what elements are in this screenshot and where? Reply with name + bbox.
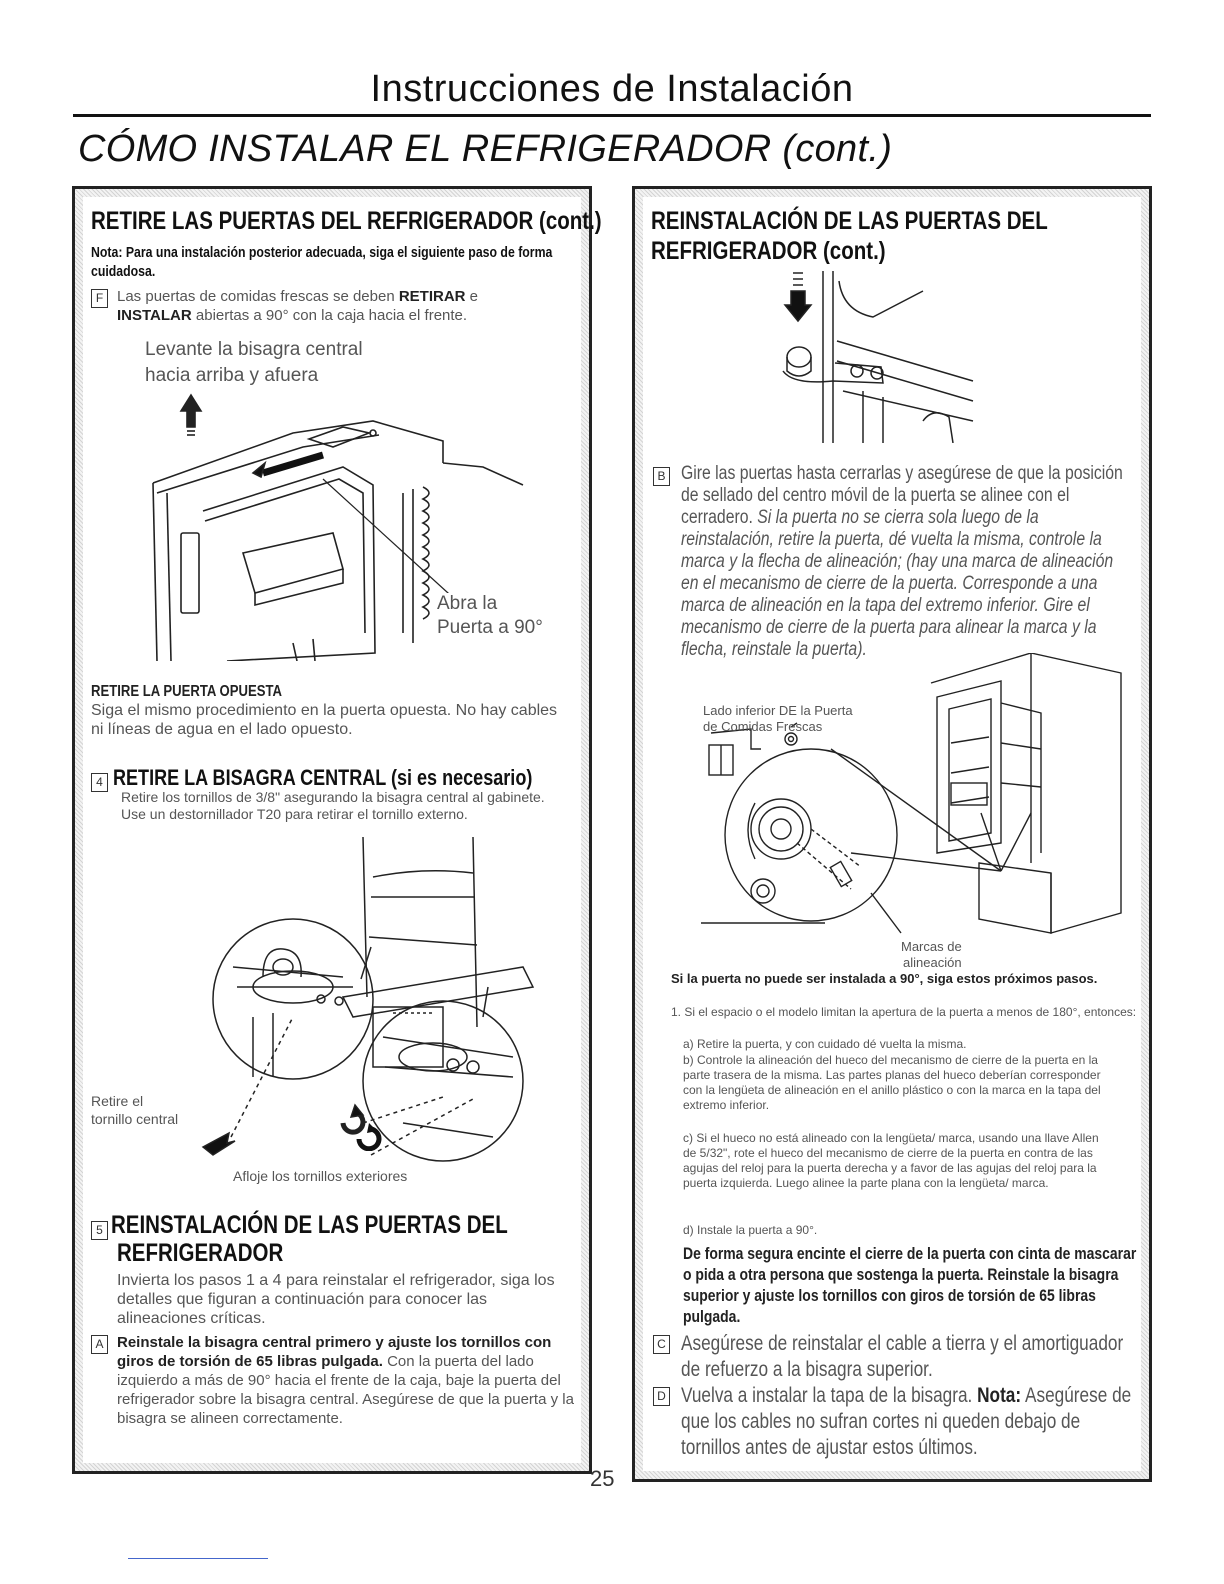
left-panel-content — [83, 197, 602, 1463]
step-a-rest: Con la puerta del lado izquierdo a más de 90° hacia el frente de la caja, baje la puerta del refrigerador sobre la bisagra central. Asegúrese de que la puerta y la bisagra se alineen correctamente. — [117, 1353, 574, 1427]
alignment-marks-label-line1: Marcas de — [901, 939, 962, 954]
list-item-c: c) Si el hueco no está alineado con la lengüeta/ marca, usando una llave Allen de 5/32", rote el hueco del mecanismo de cierre de la puerta en contra de las agujas del reloj para la puerta derecha y a favor de las agujas del reloj para la puerta izquierda. Luego alinee la parte plana con la lengüeta/ marca. — [683, 1131, 1099, 1190]
step-a-bold: Reinstale la bisagra central primero y ajuste los tornillos con giros de torsión de 65 libras pulgada. — [117, 1334, 552, 1370]
step-c-text: Asegúrese de reinstalar el cable a tierra y el amortiguador de refuerzo a la bisagra superior. — [681, 1332, 1124, 1381]
step-c-box: C — [653, 1335, 670, 1354]
step-b-text-main: Gire las puertas hasta cerrarlas y asegúrese de que la posición de sellado del centro móvil de la puerta se alinee con el cerradero. — [681, 463, 1123, 528]
step-4-title: RETIRE LA BISAGRA CENTRAL (si es necesario) — [113, 765, 533, 790]
list-item-d: d) Instale la puerta a 90°. — [683, 1223, 818, 1237]
note-text: Nota: Para una instalación posterior adecuada, siga el siguiente paso de forma cuidadosa. — [91, 244, 553, 280]
step-d-text-b: Asegúrese de que los cables no sufran cortes ni queden debajo de tornillos antes de ajustar estos últimos. — [681, 1384, 1132, 1459]
secure-door-instruction: De forma segura encinte el cierre de la puerta con cinta de mascarar o pida a otra persona que sostenga la puerta. Reinstale la bisagra superior y ajuste los tornillos con giros de torsión de 65 libras pulgada. — [683, 1244, 1137, 1326]
step-f-text-b: e — [465, 288, 479, 305]
lift-label-line1: Levante la bisagra central — [145, 339, 363, 360]
header-rule — [73, 114, 1151, 117]
left-heading: RETIRE LAS PUERTAS DEL REFRIGERADOR (cont.) — [91, 207, 602, 235]
step-4-text: Retire los tornillos de 3/8" asegurando la bisagra central al gabinete. Use un destornillador T20 para retirar el tornillo externo. — [121, 789, 545, 822]
list-item-a: a) Retire la puerta, y con cuidado dé vuelta la misma. — [683, 1037, 967, 1051]
step-5-title-line2: REFRIGERADOR — [117, 1239, 284, 1267]
left-instruction-panel — [72, 186, 602, 1474]
remove-center-screw-label-line2: tornillo central — [91, 1111, 179, 1127]
if-90-title: Si la puerta no puede ser instalada a 90°, siga estos próximos pasos. — [671, 971, 1098, 986]
page-number: 25 — [590, 1466, 615, 1491]
rotate-icon — [349, 1121, 389, 1151]
step-f-text-c: abiertas a 90° con la caja hacia el frente. — [191, 307, 468, 324]
fresh-food-door-label-line2: de Comidas Frescas — [703, 719, 823, 734]
center-hinge-illustration — [143, 837, 563, 1167]
step-f-bold-retirar: RETIRAR — [398, 288, 466, 305]
page-header-title: Instrucciones de Instalación — [370, 68, 854, 110]
step-4-box: 4 — [91, 773, 108, 792]
step-d-box: D — [653, 1387, 670, 1406]
step-f-box: F — [91, 289, 108, 308]
right-panel-content — [643, 197, 1141, 1471]
step-5-text: Invierta los pasos 1 a 4 para reinstalar el refrigerador, siga los detalles que figuran a continuación para conocer las alineaciones críticas. — [117, 1272, 555, 1327]
fresh-food-door-label-line1: Lado inferior DE la Puerta — [703, 703, 853, 718]
step-b-text-italic: Si la puerta no se cierra sola luego de la reinstalación, retire la puerta, dé vuelta la misma, controle la marca y la flecha de alineación; (hay una marca de alineación en el mecanismo de cierre de la puerta. Corresponde a una marca de alineación en la tapa del extremo inferior. Gire el mecanismo de cierre de la puerta para alinear la marca y la flecha, reinstale la puerta). — [681, 507, 1114, 660]
open-door-label-line2: Puerta a 90° — [437, 617, 543, 638]
step-d-text-a: Vuelva a instalar la tapa de la bisagra. — [681, 1384, 978, 1407]
opposite-door-text: Siga el mismo procedimiento en la puerta opuesta. No hay cables ni líneas de agua en el lado opuesto. — [91, 702, 558, 738]
step-b-text — [681, 463, 1129, 661]
alignment-marks-illustration — [701, 653, 1141, 943]
step-5-title-line1: REINSTALACIÓN DE LAS PUERTAS DEL — [111, 1211, 508, 1239]
reinstall-hinge-illustration — [773, 271, 993, 443]
right-heading-line2: REFRIGERADOR (cont.) — [651, 237, 886, 265]
right-instruction-panel — [632, 186, 1152, 1482]
opposite-door-title: RETIRE LA PUERTA OPUESTA — [91, 683, 282, 700]
step-a-text — [117, 1333, 579, 1428]
step-d-text — [681, 1383, 1140, 1461]
section-title: CÓMO INSTALAR EL REFRIGERADOR (cont.) — [78, 128, 893, 170]
list-item-b: b) Controle la alineación del hueco del mecanismo de cierre de la puerta en la parte trasera de la misma. Las partes planas del hueco deberían corresponder con la lengüeta de alineación en el anillo plástico o con la marca en la tapa del extremo inferior. — [683, 1053, 1101, 1112]
figure-alignment-marks — [701, 653, 1141, 943]
step-f-bold-instalar: INSTALAR — [117, 307, 192, 324]
list-item-1: 1. Si el espacio o el modelo limitan la apertura de la puerta a menos de 180°, entonces: — [671, 1005, 1137, 1019]
lift-label-line2: hacia arriba y afuera — [145, 365, 319, 386]
step-f-text — [117, 287, 577, 325]
open-door-label-line1: Abra la — [437, 593, 498, 614]
remove-center-screw-label-line1: Retire el — [91, 1093, 144, 1109]
figure-center-hinge — [143, 837, 563, 1167]
step-a-box: A — [91, 1335, 108, 1354]
figure-reinstall-hinge — [773, 271, 993, 443]
right-heading-line1: REINSTALACIÓN DE LAS PUERTAS DEL — [651, 207, 1048, 235]
step-5-box: 5 — [91, 1221, 108, 1240]
loosen-outer-screws-label: Afloje los tornillos exteriores — [233, 1168, 408, 1184]
step-d-note: Nota: — [977, 1384, 1022, 1407]
alignment-marks-label-line2: alineación — [903, 955, 962, 970]
step-f-text-a: Las puertas de comidas frescas se deben — [117, 288, 399, 305]
step-b-box: B — [653, 467, 670, 486]
footer-rule — [128, 1558, 268, 1559]
